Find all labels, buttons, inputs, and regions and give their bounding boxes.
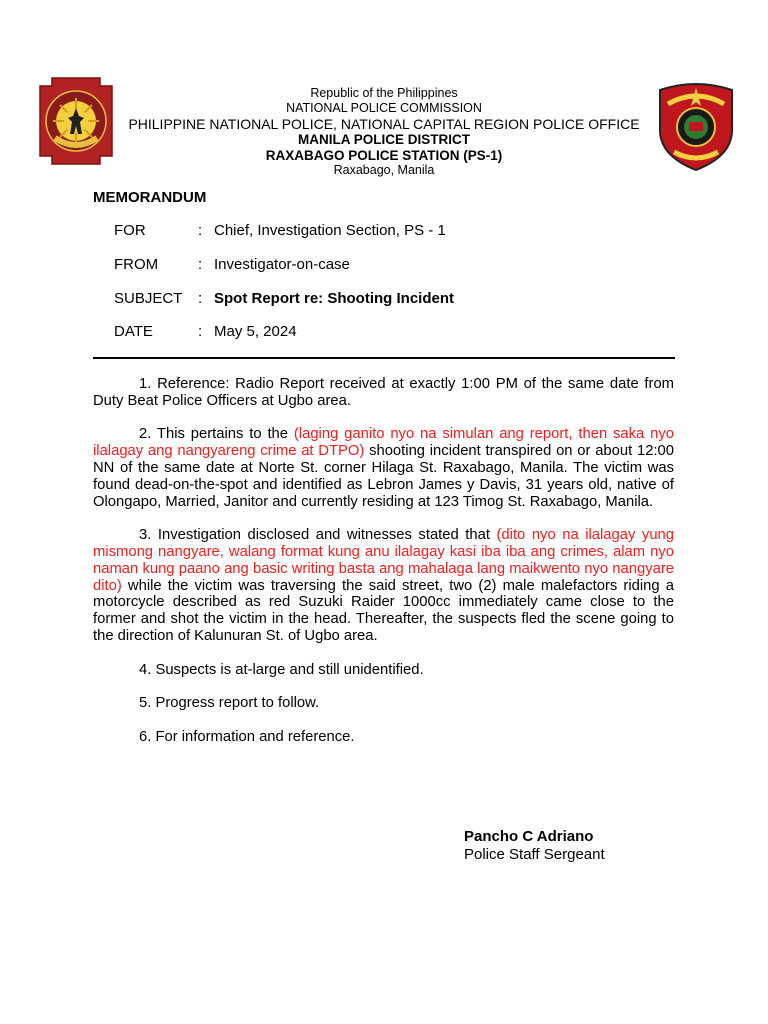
signatory-rank: Police Staff Sergeant — [464, 845, 605, 863]
paragraph-5: 5. Progress report to follow. — [139, 695, 320, 712]
memo-for-row — [114, 222, 446, 239]
paragraph-1: 1. Reference: Radio Report received at exactly 1:00 PM of the same date from Duty Beat Police Officers at Ugbo area. — [93, 376, 674, 409]
for-value: Chief, Investigation Section, PS - 1 — [214, 222, 446, 239]
paragraph-2 — [93, 426, 674, 510]
paragraph-6: 6. For information and reference. — [139, 728, 355, 745]
header-district: MANILA POLICE DISTRICT — [298, 132, 470, 147]
memo-body — [93, 376, 674, 762]
memo-title: MEMORANDUM — [93, 189, 207, 206]
header-napolcom: NATIONAL POLICE COMMISSION — [286, 101, 482, 115]
from-value: Investigator-on-case — [214, 256, 350, 273]
paragraph-2-details: shooting incident transpired on or about 12:00 NN of the same date at Norte St. corner Hilaga St. Raxabago, Manila. The victim was found dead-on-the-spot and identified as Lebron James y Davis, 31 years old, native of Olongapo, Married, Janitor and currently residing at 123 Timog St. Raxabago, Manila. — [93, 443, 674, 510]
date-colon: : — [198, 323, 203, 340]
letterhead — [100, 86, 668, 178]
date-value: May 5, 2024 — [214, 323, 297, 340]
subject-colon: : — [198, 290, 203, 307]
paragraph-3 — [93, 527, 674, 645]
header-republic: Republic of the Philippines — [310, 86, 458, 100]
manilas-finest-badge — [656, 82, 736, 172]
subject-label: SUBJECT — [114, 290, 183, 307]
for-label: FOR — [114, 222, 146, 239]
paragraph-2-intro: 2. This pertains to the — [139, 426, 294, 443]
date-label: DATE — [114, 323, 153, 340]
paragraph-4: 4. Suspects is at-large and still unidentified. — [139, 661, 424, 678]
paragraph-3-intro: 3. Investigation disclosed and witnesses stated that — [139, 527, 497, 544]
memo-from-row — [114, 256, 350, 273]
memo-subject-row — [114, 290, 454, 307]
from-colon: : — [198, 256, 203, 273]
header-divider — [93, 357, 675, 359]
signatory-name: Pancho C Adriano — [464, 828, 594, 845]
header-station: RAXABAGO POLICE STATION (PS-1) — [265, 147, 503, 163]
from-label: FROM — [114, 256, 159, 273]
for-colon: : — [198, 222, 203, 239]
header-location: Raxabago, Manila — [333, 163, 435, 177]
paragraph-2-instruction: (laging ganito nyo na simulan ang report, then saka nyo ilalagay ang nangyareng crime at DTPO) — [93, 426, 674, 460]
paragraph-3-instruction: (dito nyo na ilalagay yung mismong nangyare, walang format kung anu ilalagay kasi iba iba ang crimes, alam nyo naman kung paano ang basic writing basta ang mahalaga lang maikwento nyo nangyare dito) — [93, 527, 675, 594]
subject-value: Spot Report re: Shooting Incident — [214, 290, 454, 307]
signature-block — [464, 828, 605, 863]
header-pnp-ncrpo: PHILIPPINE NATIONAL POLICE, NATIONAL CAPITAL REGION POLICE OFFICE — [128, 116, 640, 132]
memo-date-row — [114, 323, 297, 340]
paragraph-3-details: while the victim was traversing the said street, two (2) male malefactors riding a motorcycle described as red Suzuki Raider 1000cc immediately came close to the former and shot the victim in the head. Thereafter, the suspects fled the scene going to the direction of Kalunuran St. of Ugbo area. — [93, 577, 674, 644]
